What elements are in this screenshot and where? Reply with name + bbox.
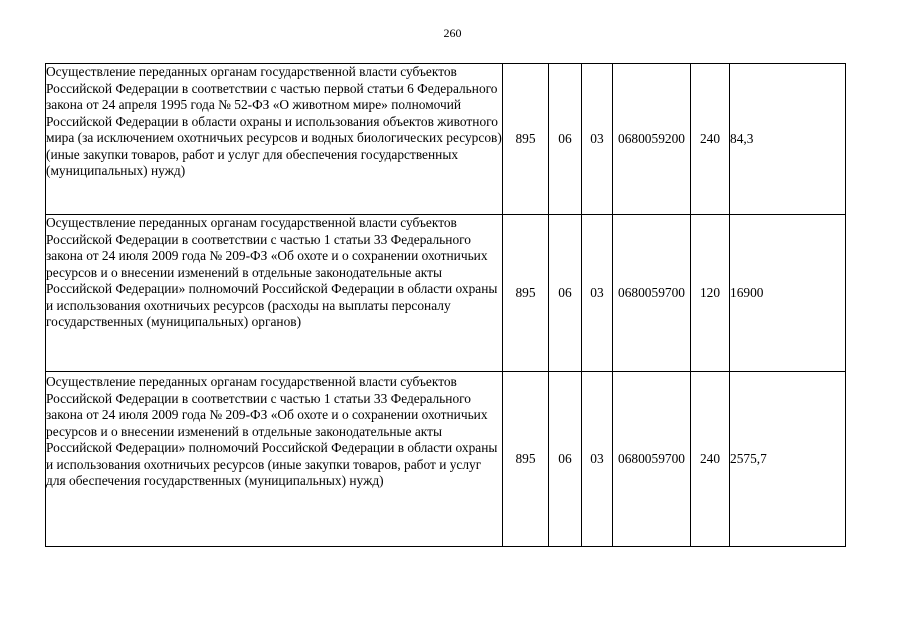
page-number: 260 — [443, 26, 462, 40]
target-article-code: 0680059200 — [613, 64, 691, 215]
expense-type-code: 120 — [691, 215, 730, 372]
expense-description: Осуществление переданных органам государственной власти субъектов Российской Федерации в соответствии с частью 1 статьи 33 Федерального закона от 24 июля 2009 года № 209-ФЗ «Об охоте и о сохранении охотничьих ресурсов и о внесении изменений в отдельные законодательные акты Российской Федерации» полномочий Российской Федерации в области охраны и использования охотничьих ресурсов (иные закупки товаров, работ и услуг для обеспечения государственных (муниципальных) нужд) — [46, 372, 503, 547]
target-article-code: 0680059700 — [613, 215, 691, 372]
expense-type-code: 240 — [691, 372, 730, 547]
subsection-code: 03 — [582, 64, 613, 215]
ministry-code: 895 — [503, 64, 549, 215]
ministry-code: 895 — [503, 372, 549, 547]
table-row — [46, 372, 846, 547]
amount-value: 84,3 — [730, 64, 846, 215]
ministry-code: 895 — [503, 215, 549, 372]
expense-description: Осуществление переданных органам государственной власти субъектов Российской Федерации в соответствии с частью первой статьи 6 Федерального закона от 24 апреля 1995 года № 52-ФЗ «О животном мире» полномочий Российской Федерации в области охраны и использования объектов животного мира (за исключением охотничьих ресурсов и водных биологических ресурсов) (иные закупки товаров, работ и услуг для обеспечения государственных (муниципальных) нужд) — [46, 64, 503, 215]
amount-value: 16900 — [730, 215, 846, 372]
section-code: 06 — [549, 64, 582, 215]
table-row — [46, 215, 846, 372]
section-code: 06 — [549, 372, 582, 547]
subsection-code: 03 — [582, 215, 613, 372]
section-code: 06 — [549, 215, 582, 372]
expense-description: Осуществление переданных органам государственной власти субъектов Российской Федерации в соответствии с частью 1 статьи 33 Федерального закона от 24 июля 2009 года № 209-ФЗ «Об охоте и о сохранении охотничьих ресурсов и о внесении изменений в отдельные законодательные акты Российской Федерации» полномочий Российской Федерации в области охраны и использования охотничьих ресурсов (расходы на выплаты персоналу государственных (муниципальных) органов) — [46, 215, 503, 372]
table-row — [46, 64, 846, 215]
budget-table — [45, 63, 846, 547]
target-article-code: 0680059700 — [613, 372, 691, 547]
amount-value: 2575,7 — [730, 372, 846, 547]
subsection-code: 03 — [582, 372, 613, 547]
expense-type-code: 240 — [691, 64, 730, 215]
